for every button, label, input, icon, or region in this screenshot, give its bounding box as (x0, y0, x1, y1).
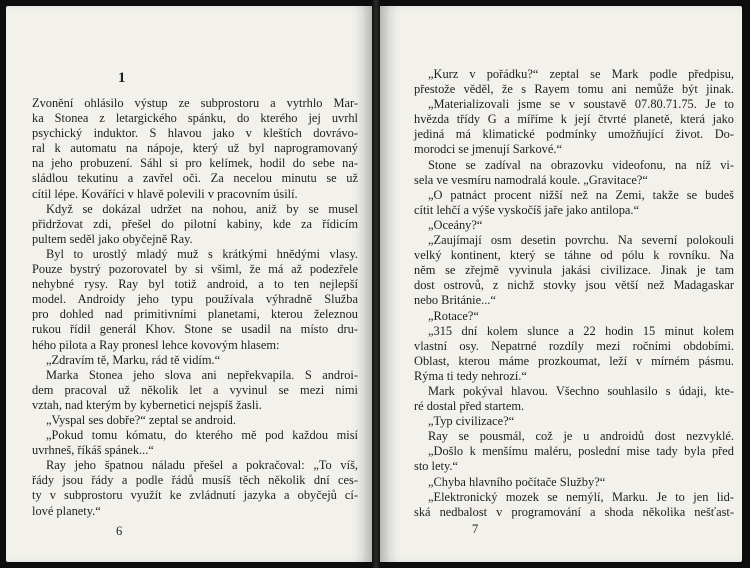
text-line: „Rotace?“ (428, 308, 479, 323)
text-line: „Zaujímají osm desetin povrchu. Na severní polokouli (428, 233, 734, 248)
text-line: Rýma ti tedy nehrozí.“ (414, 368, 527, 383)
text-line: „315 dní kolem slunce a 22 hodin 15 minut kolem (428, 323, 734, 338)
text-line: jediná má klimatické podmínky umožňující život. Do- (414, 127, 734, 142)
text-line: „O patnáct procent nižší než na Zemi, takže se budeš (428, 187, 734, 202)
text-line: „Oceány?“ (428, 217, 483, 232)
text-line: cítil lépe. Kováříci v hlavě polevili v pracovním úsilí. (32, 186, 298, 201)
text-line: „Pokud tomu kómatu, do kterého mě pod každou misí (46, 428, 358, 443)
text-line: pro dohled nad primitivními planetami, kterou železnou (32, 307, 358, 322)
text-line: model. Androidy jeho typu používala výhradně Služba (32, 292, 358, 307)
text-line: rukou řídil generál Khov. Stone se usadil na místo dru- (32, 322, 358, 337)
text-line: pultem seděl jako obyčejně Ray. (32, 231, 193, 246)
text-line: ty v subprostoru využít ke zvládnutí jazyka a obyčejů cí- (32, 488, 358, 503)
text-line: sto lety.“ (414, 459, 458, 474)
left-page (6, 6, 372, 562)
text-line: ral k automatu na nápoje, který už byl naprogramovaný (32, 141, 358, 156)
left-page-text (32, 96, 358, 519)
text-line: Mark pokýval hlavou. Všechno souhlasilo s údaji, kte- (428, 383, 734, 398)
text-line: nebo Británie...“ (414, 293, 496, 308)
text-line: cítit lehčí a výše vyskočíš jaře jako antilopa.“ (414, 202, 640, 217)
text-line: ré dostal před startem. (414, 399, 525, 414)
text-line: morodci se jmenují Sarkové.“ (414, 142, 562, 157)
text-line: „Zdravím tě, Marku, rád tě vidím.“ (46, 352, 221, 367)
text-line: sela ve vesmíru namodralá koule. „Gravitace?“ (414, 172, 648, 187)
text-line: přestože věděl, že s Rayem tomu ani nemůže být jinak. (414, 82, 734, 97)
text-line: „Kurz v pořádku?“ zeptal se Mark podle předpisu, (428, 67, 734, 81)
text-line: Stone se zadíval na obrazovku videofonu, na níž vi- (428, 157, 734, 172)
text-line: „Typ civilizace?“ (428, 414, 515, 429)
text-line: vztah, nad kterým by kybernetici nejspíš žasli. (32, 397, 262, 412)
text-line: hvězda třídy G a míříme k její čtvrté planetě, která jako (414, 112, 734, 127)
text-line: dem pracoval už několik let a vyvinul se mezi nimi (32, 382, 358, 397)
text-line: „Elektronický mozek se nemýlí, Marku. Je to jen lid- (428, 489, 734, 504)
book-gutter (372, 0, 380, 568)
text-line: na jeho probuzení. Sáhl si pro kelímek, hodil do sebe na- (32, 156, 358, 171)
text-line: Byl to urostlý mladý muž s krátkými hnědými vlasy. (46, 246, 358, 261)
text-line: velký kontinent, který se táhne od pólu k rovníku. Na (414, 248, 734, 263)
text-line: Oblast, kterou máme prozkoumat, leží v mírném pásmu. (414, 353, 734, 368)
text-line: Když se dokázal udržet na nohou, aniž by se musel (46, 201, 358, 216)
chapter-number: 1 (118, 70, 126, 86)
text-line: „Materializovali jsme se v soustavě 07.80.71.75. Je to (428, 97, 734, 112)
text-line: „Chyba hlavního počítače Služby?“ (428, 474, 606, 489)
text-line: Ray se pousmál, což je u androidů dost nezvyklé. (428, 429, 734, 444)
text-line: hého pilota a Ray pronesl lehce kovovým hlasem: (32, 337, 280, 352)
text-line: Ray jeho špatnou náladu přešel a pokračoval: „To víš, (46, 458, 358, 473)
text-line: vlastní osy. Nepatrné rozdíly mezi ročními obdobími. (414, 338, 734, 353)
text-line: přidržovat zdi, přešel do pilotní kabiny, kde za řídicím (32, 216, 358, 231)
text-line: Pouze bystrý pozorovatel by si všiml, že má až podezřele (32, 262, 358, 277)
right-page (380, 6, 742, 562)
text-line: psychický induktor. S hlavou jako v kleštích dovrávo- (32, 126, 358, 141)
text-line: ská nedbalost v programování a shoda několika nešťast- (414, 504, 734, 519)
text-line: něm se zřejmě vyvinula jakási civilizace. Jinak je tam (414, 263, 734, 278)
text-line: Zvonění ohlásilo výstup ze subprostoru a vytrhlo Mar- (32, 96, 358, 110)
text-line: uvrhneš, říkáš spánek...“ (32, 443, 154, 458)
text-line: řády jsou řády a podle řádů musíš těch několik dní ces- (32, 473, 358, 488)
text-line: ka Stonea z letargického spánku, do kterého jej uvrhl (32, 111, 358, 126)
text-line: dost ostrovů, z nichž stovky jsou větší než Madagaskar (414, 278, 734, 293)
page-number-left: 6 (116, 524, 123, 538)
page-number-right: 7 (472, 522, 479, 536)
text-line: lové planety.“ (32, 503, 101, 518)
text-line: sládlou tekutinu a zavřel oči. Za necelou minutu se už (32, 171, 358, 186)
text-line: nehybné rysy. Ray byl totiž android, a to ten nejlepší (32, 277, 358, 292)
text-line: Marka Stonea jeho slova ani nepřekvapila. S androi- (46, 367, 358, 382)
text-line: „Vyspal ses dobře?“ zeptal se android. (46, 412, 236, 427)
text-line: „Došlo k menšímu maléru, poslední mise tady byla před (428, 444, 734, 459)
right-page-text (414, 67, 734, 520)
